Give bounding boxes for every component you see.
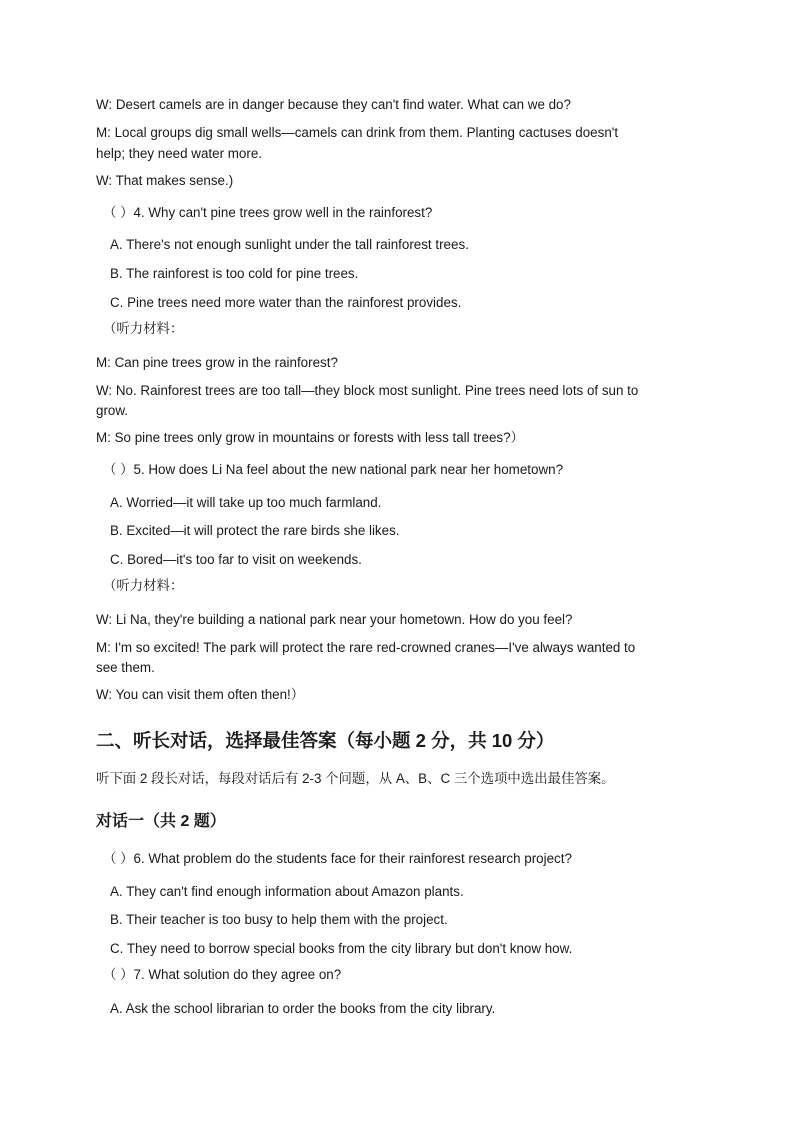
dialogue-line: W: Li Na, they're building a national park near your hometown. How do you feel? xyxy=(96,612,573,627)
question-6: （ ）6. What problem do the students face for their rainforest research project? xyxy=(103,851,572,866)
dialogue-heading: 对话一（共 2 题） xyxy=(96,813,226,830)
listening-material-label: （听力材料： xyxy=(103,578,184,593)
option-6b: B. Their teacher is too busy to help them with the project. xyxy=(110,912,448,927)
option-6c: C. They need to borrow special books from the city library but don't know how. xyxy=(110,941,573,956)
option-4c: C. Pine trees need more water than the rainforest provides. xyxy=(110,295,462,310)
option-6a: A. They can't find enough information about Amazon plants. xyxy=(110,884,464,899)
section-instructions: 听下面 2 段长对话，每段对话后有 2-3 个问题，从 A、B、C 三个选项中选出最佳答案。 xyxy=(96,771,615,786)
option-5b: B. Excited—it will protect the rare birds she likes. xyxy=(110,523,400,538)
dialogue-line: see them. xyxy=(96,660,155,675)
dialogue-line: M: Can pine trees grow in the rainforest? xyxy=(96,355,338,370)
listening-material-label: （听力材料： xyxy=(103,321,184,336)
dialogue-line: M: So pine trees only grow in mountains or forests with less tall trees?） xyxy=(96,430,524,445)
option-4b: B. The rainforest is too cold for pine trees. xyxy=(110,266,359,281)
question-7: （ ）7. What solution do they agree on? xyxy=(103,967,342,982)
dialogue-line: W: Desert camels are in danger because they can't find water. What can we do? xyxy=(96,97,571,112)
dialogue-line: W: No. Rainforest trees are too tall—they block most sunlight. Pine trees need lots of sun to xyxy=(96,383,639,398)
question-4: （ ）4. Why can't pine trees grow well in the rainforest? xyxy=(103,205,433,220)
dialogue-line: M: I'm so excited! The park will protect the rare red-crowned cranes—I've always wanted to xyxy=(96,640,636,655)
option-5c: C. Bored—it's too far to visit on weekends. xyxy=(110,552,362,567)
option-7a: A. Ask the school librarian to order the books from the city library. xyxy=(110,1001,496,1016)
dialogue-line: W: You can visit them often then!） xyxy=(96,687,305,702)
dialogue-line: help; they need water more. xyxy=(96,146,262,161)
dialogue-line: M: Local groups dig small wells—camels can drink from them. Planting cactuses doesn't xyxy=(96,125,619,140)
option-5a: A. Worried—it will take up too much farmland. xyxy=(110,495,382,510)
dialogue-line: grow. xyxy=(96,403,129,418)
question-5: （ ）5. How does Li Na feel about the new national park near her hometown? xyxy=(103,462,564,477)
section-heading: 二、听长对话，选择最佳答案（每小题 2 分，共 10 分） xyxy=(96,730,555,751)
option-4a: A. There's not enough sunlight under the tall rainforest trees. xyxy=(110,237,469,252)
dialogue-line: W: That makes sense.) xyxy=(96,173,234,188)
